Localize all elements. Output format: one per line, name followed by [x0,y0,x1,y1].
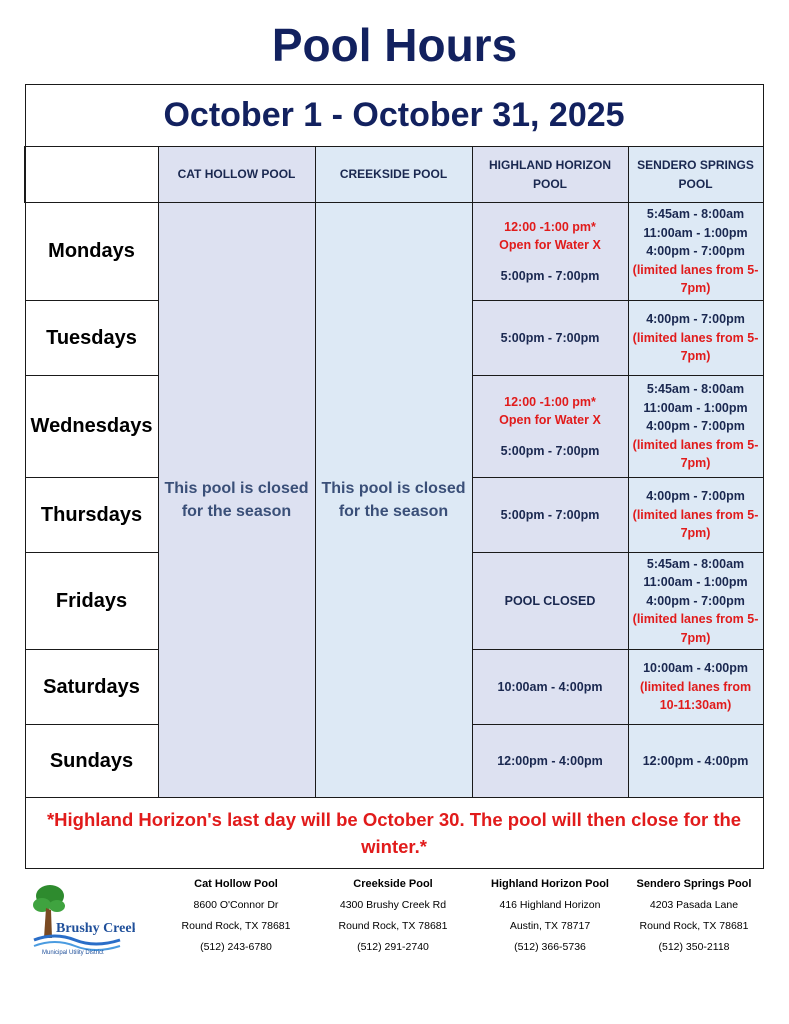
header-sendero-line2: POOL [678,176,713,191]
highland-horizon-hours [472,650,628,725]
date-range: October 1 - October 31, 2025 [25,85,763,147]
note-line2: winter.* [361,836,427,857]
highland-horizon-hours [472,553,628,650]
note-time: (limited lanes from 5- [632,612,759,627]
closed-text-line1: This pool is closed [164,480,309,497]
day-label: Thursdays [25,478,158,553]
closed-text-line1: This pool is closed [321,480,466,497]
address-city: Round Rock, TX 78681 [639,920,749,932]
note-time: Open for Water X [499,238,601,253]
open-time: 12:00pm - 4:00pm [642,753,749,768]
note-time: 12:00 -1:00 pm* [504,394,596,409]
schedule-table [24,84,764,869]
spacer [473,255,628,267]
address-name: Sendero Springs Pool [636,878,752,890]
address-highland-horizon [475,874,625,958]
open-time: 11:00am - 1:00pm [643,575,748,590]
address-street: 4300 Brushy Creek Rd [339,899,447,911]
season-note [25,798,763,869]
open-time: 5:00pm - 7:00pm [500,443,600,458]
open-time: 5:45am - 8:00am [646,556,745,571]
sendero-springs-hours [628,725,763,798]
note-time: 7pm) [680,630,711,645]
note-time: 12:00 -1:00 pm* [504,219,596,234]
sendero-springs-hours [628,203,763,301]
day-label: Sundays [25,725,158,798]
address-city: Round Rock, TX 78681 [338,920,448,932]
highland-horizon-hours [472,725,628,798]
note-time: 10-11:30am) [659,698,732,713]
open-time: 5:00pm - 7:00pm [500,268,600,283]
note-time: Open for Water X [499,413,601,428]
address-phone: (512) 366-5736 [514,941,586,953]
address-city: Round Rock, TX 78681 [181,920,291,932]
address-sendero-springs [619,874,769,958]
spacer [473,430,628,442]
header-cat-hollow [158,147,315,203]
sendero-springs-hours [628,301,763,376]
day-label: Mondays [25,203,158,301]
highland-horizon-hours [472,478,628,553]
sendero-springs-hours [628,478,763,553]
address-name: Cat Hollow Pool [194,878,278,890]
note-time: 7pm) [680,281,711,296]
logo-text: Brushy Creek [56,921,135,936]
open-time: 4:00pm - 7:00pm [646,489,745,504]
address-phone: (512) 350-2118 [658,941,730,953]
note-time: 7pm) [680,456,711,471]
header-creekside [315,147,472,203]
sendero-springs-hours [628,553,763,650]
header-highland-line1: HIGHLAND HORIZON [489,157,611,172]
open-time: 5:00pm - 7:00pm [500,507,600,522]
highland-horizon-hours [472,376,628,478]
address-creekside [318,874,468,958]
open-time: 11:00am - 1:00pm [643,225,748,240]
open-time: 4:00pm - 7:00pm [646,244,745,259]
open-time: 4:00pm - 7:00pm [646,312,745,327]
address-city: Austin, TX 78717 [509,920,591,932]
header-blank-cell [25,147,158,203]
note-time: (limited lanes from 5- [632,437,759,452]
address-cat-hollow [161,874,311,958]
address-phone: (512) 243-6780 [200,941,272,953]
closed-text-line2: for the season [338,503,449,520]
open-time: 4:00pm - 7:00pm [646,593,745,608]
sendero-springs-hours [628,376,763,478]
creekside-closed-cell [315,203,472,798]
open-time: 10:00am - 4:00pm [497,679,603,694]
day-label: Saturdays [25,650,158,725]
note-time: (limited lanes from 5- [632,507,759,522]
address-phone: (512) 291-2740 [357,941,429,953]
open-time: 4:00pm - 7:00pm [646,419,745,434]
open-time: 5:00pm - 7:00pm [500,330,600,345]
note-line1: *Highland Horizon's last day will be October 30. The pool will then close for the [46,809,742,830]
note-time: (limited lanes from [639,679,752,694]
header-cat-hollow-label: CAT HOLLOW POOL [177,167,296,181]
address-street: 8600 O'Connor Dr [193,899,279,911]
column-header-row [25,147,763,203]
day-row-mondays [25,203,763,301]
cat-hollow-closed-cell [158,203,315,798]
note-time: (limited lanes from 5- [632,330,759,345]
header-highland-horizon [472,147,628,203]
page-title: Pool Hours [271,19,518,71]
address-street: 4203 Pasada Lane [649,899,739,911]
header-highland-line2: POOL [532,176,567,191]
open-time: 5:45am - 8:00am [646,207,745,222]
tree-logo-icon [30,878,135,958]
date-range-row [25,85,763,147]
note-time: (limited lanes from 5- [632,262,759,277]
header-sendero-line1: SENDERO SPRINGS [637,157,754,172]
closed-text-line2: for the season [181,503,292,520]
highland-horizon-hours [472,203,628,301]
open-time: 12:00pm - 4:00pm [497,753,603,768]
address-name: Creekside Pool [353,878,433,890]
logo-subtext: Municipal Utility District [42,950,104,956]
header-sendero-springs [628,147,763,203]
address-name: Highland Horizon Pool [491,878,609,890]
day-label: Tuesdays [25,301,158,376]
sendero-springs-hours [628,650,763,725]
day-rows [25,203,763,798]
day-label: Fridays [25,553,158,650]
address-street: 416 Highland Horizon [499,899,601,911]
day-label: Wednesdays [25,376,158,478]
open-time: POOL CLOSED [504,593,596,608]
open-time: 5:45am - 8:00am [646,382,745,397]
note-time: 7pm) [680,349,711,364]
note-row [25,798,763,869]
highland-horizon-hours [472,301,628,376]
open-time: 10:00am - 4:00pm [643,661,748,676]
open-time: 11:00am - 1:00pm [643,400,748,415]
header-creekside-label: CREEKSIDE POOL [339,167,448,181]
note-time: 7pm) [680,526,711,541]
footer [0,872,789,972]
